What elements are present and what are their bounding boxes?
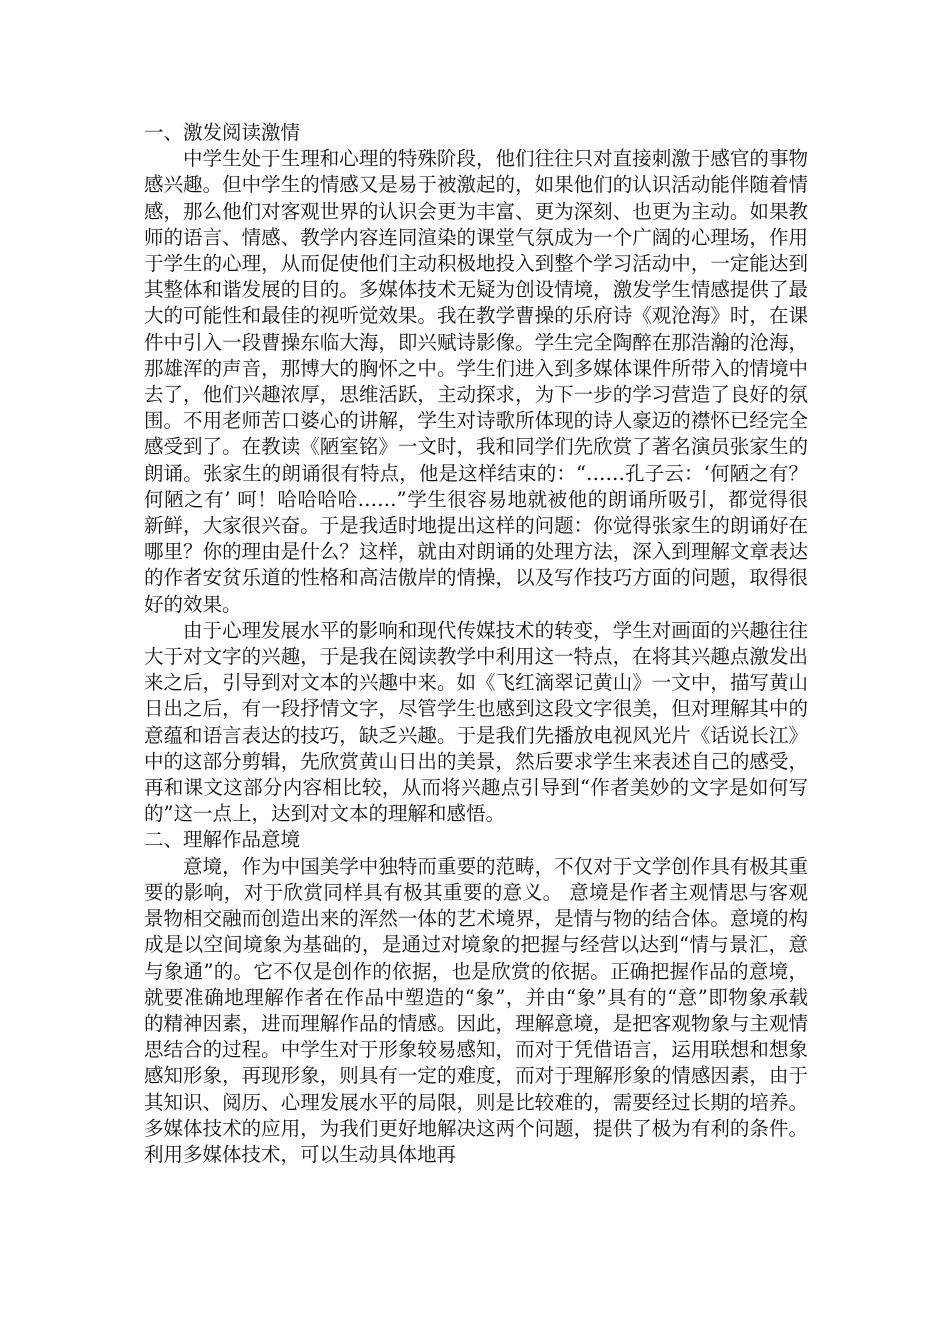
- section-2-paragraph-1: 意境，作为中国美学中独特而重要的范畴，不仅对于文学创作具有极其重要的影响，对于欣赏同样具有极其重要的意义。 意境是作者主观情思与客观景物相交融而创造出来的浑然一体的艺术境界，是情与物的结合体。意境的构成是以空间境象为基础的，是通过对境象的把握与经营以达到“情与景汇，意与象通”的。它不仅是创作的依据，也是欣赏的依据。正确把握作品的意境，就要准确地理解作者在作品中塑造的“象”，并由“象”具有的“意”即物象承载的精神因素，进而理解作品的情感。因此，理解意境，是把客观物象与主观情思结合的过程。中学生对于形象较易感知，而对于凭借语言，运用联想和想象感知形象，再现形象，则具有一定的难度，而对于理解形象的情感因素，由于其知识、阅历、心理发展水平的局限，则是比较难的，需要经过长期的培养。多媒体技术的应用，为我们更好地解决这两个问题，提供了极为有利的条件。利用多媒体技术，可以生动具体地再: [144, 854, 808, 1166]
- document-body: [144, 120, 808, 1168]
- section-1-paragraph-1: 中学生处于生理和心理的特殊阶段，他们往往只对直接刺激于感官的事物感兴趣。但中学生的情感又是易于被激起的，如果他们的认识活动能伴随着情感，那么他们对客观世界的认识会更为丰富、更为深刻、也更为主动。如果教师的语言、情感、教学内容连同渲染的课堂气氛成为一个广阔的心理场，作用于学生的心理，从而促使他们主动积极地投入到整个学习活动中，一定能达到其整体和谐发展的目的。多媒体技术无疑为创设情境，激发学生情感提供了最大的可能性和最佳的视听觉效果。我在教学曹操的乐府诗《观沧海》时，在课件中引入一段曹操东临大海，即兴赋诗影像。学生完全陶醉在那浩瀚的沧海，那雄浑的声音，那博大的胸怀之中。学生们进入到多媒体课件所带入的情境中去了，他们兴趣浓厚，思维活跃，主动探求，为下一步的学习营造了良好的氛围。不用老师苦口婆心的讲解，学生对诗歌所体现的诗人豪迈的襟怀已经完全感受到了。在教读《陋室铭》一文时，我和同学们先欣赏了著名演员张家生的朗诵。张家生的朗诵很有特点，他是这样结束的：“……孔子云：‘何陋之有？何陋之有’ 呵！哈哈哈哈……”学生很容易地就被他的朗诵所吸引，都觉得很新鲜，大家很兴奋。于是我适时地提出这样的问题：你觉得张家生的朗诵好在哪里？你的理由是什么？这样，就由对朗诵的处理方法，深入到理解文章表达的作者安贫乐道的性格和高洁傲岸的情操，以及写作技巧方面的问题，取得很好的效果。: [144, 147, 808, 616]
- section-heading-2: 二、理解作品意境: [144, 828, 301, 852]
- section-1-paragraph-2: 由于心理发展水平的影响和现代传媒技术的转变，学生对画面的兴趣往往大于对文字的兴趣，于是我在阅读教学中利用这一特点，在将其兴趣点激发出来之后，引导到对文本的兴趣中来。如《飞红滴翠记黄山》一文中，描写黄山日出之后，有一段抒情文字，尽管学生也感到这段文字很美，但对理解其中的意蕴和语言表达的技巧，缺乏兴趣。于是我们先播放电视风光片《话说长江》中的这部分剪辑，先欣赏黄山日出的美景，然后要求学生来表述自己的感受，再和课文这部分内容相比较，从而将兴趣点引导到“作者美妙的文字是如何写的”这一点上，达到对文本的理解和感悟。: [144, 618, 808, 826]
- section-heading-1: 一、激发阅读激情: [144, 121, 301, 144]
